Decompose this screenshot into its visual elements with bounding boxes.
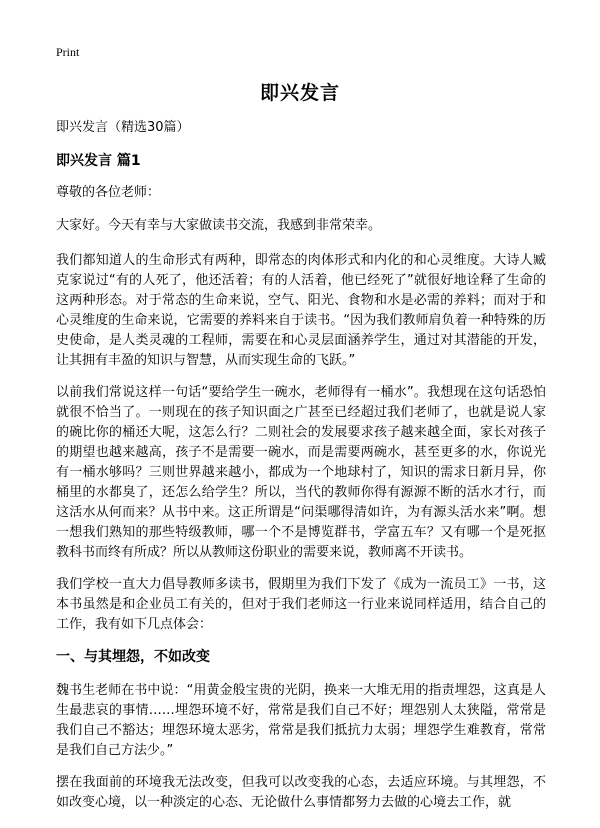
greeting: 尊敬的各位老师： [56, 185, 161, 200]
article-heading: 即兴发言 篇1 [56, 153, 141, 169]
paragraph: 摆在我面前的环境我无法改变，但我可以改变我的心态，去适应环境。与其埋怨，不如改变心境，以一种淡定的心态、无论做什么事情都努力去做的心境去工作，就 [56, 775, 546, 810]
paragraph: 我们学校一直大力倡导教师多读书，假期里为我们下发了《成为一流员工》一书，这本书虽然是和企业员工有关的，但对于我们老师这一行业来说同样适用，结合自己的工作，我有如下几点体会： [56, 577, 546, 632]
document-subtitle: 即兴发言（精选30篇） [56, 120, 190, 135]
document-body [56, 118, 546, 825]
print-label: Print [56, 45, 80, 59]
section-heading: 一、与其埋怨，不如改变 [56, 649, 210, 665]
paragraph: 以前我们常说这样一句话“要给学生一碗水，老师得有一桶水”。我想现在这句话恐怕就很不恰当了。一则现在的孩子知识面之广甚至已经超过我们老师了，也就是说人家的碗比你的桶还大呢，这怎么行？二则社会的发展要求孩子越来越全面，家长对孩子的期望也越来越高，孩子不是需要一碗水，而是需要两碗水，甚至更多的水，你说光有一桶水够吗？三则世界越来越小，都成为一个地球村了，知识的需求日新月异，你桶里的水都臭了，还怎么给学生？所以，当代的教师你得有源源不断的活水才行，而这活水从何而来？从书中来。这正所谓是“问渠哪得清如许，为有源头活水来”啊。想一想我们熟知的那些特级教师，哪一个不是博览群书，学富五车？又有哪一个是死抠教科书而终有所成？所以从教师这份职业的需要来说，教师离不开读书。 [56, 385, 546, 560]
page-title: 即兴发言 [259, 82, 340, 104]
paragraph: 我们都知道人的生命形式有两种，即常态的肉体形式和内化的和心灵维度。大诗人臧克家说过“有的人死了，他还活着；有的人活着，他已经死了”就很好地诠释了生命的这两种形态。对于常态的生命来说，空气、阳光、食物和水是必需的养料；而对于和心灵维度的生命来说，它需要的养料来自于读书。“因为我们教师肩负着一种特殊的历史使命，是人类灵魂的工程师，需要在和心灵层面涵养学生，通过对其潜能的开发，让其拥有丰盈的知识与智慧，从而实现生命的飞跃。” [56, 253, 546, 368]
paragraph: 大家好。今天有幸与大家做读书交流，我感到非常荣幸。 [56, 218, 382, 233]
paragraph: 魏书生老师在书中说：“用黄金般宝贵的光阴，换来一大堆无用的指责埋怨，这真是人生最悲哀的事情……埋怨环境不好，常常是我们自己不好；埋怨别人太狭隘，常常是我们自己不豁达；埋怨环境太恶劣，常常是我们抵抗力太弱；埋怨学生难教育，常常是我们自己方法少。” [56, 683, 546, 758]
